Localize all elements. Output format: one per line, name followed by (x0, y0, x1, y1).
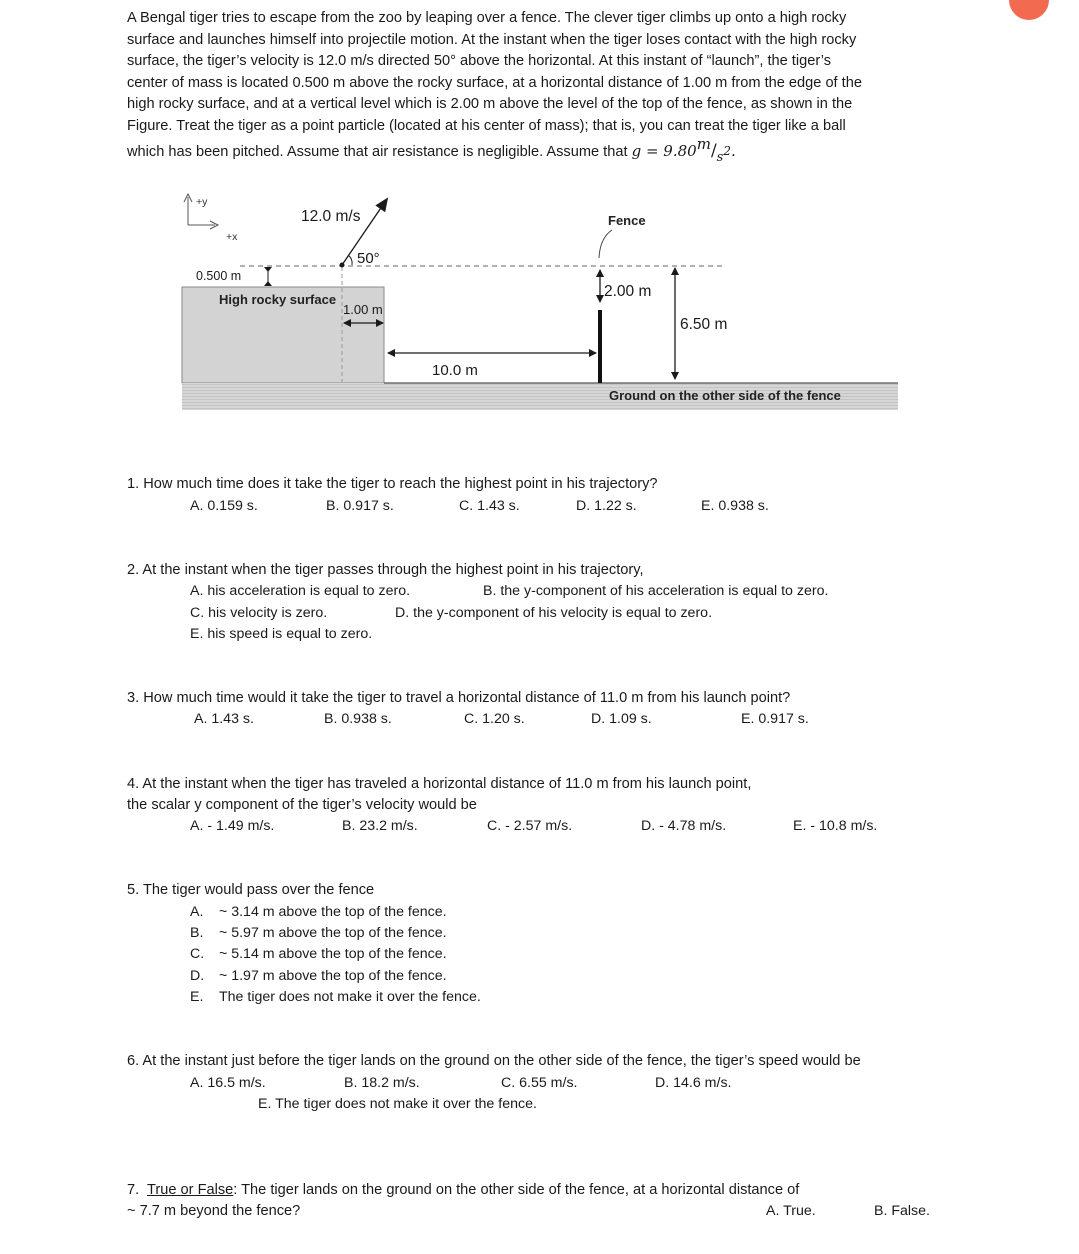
q7-number: 7. (127, 1182, 140, 1198)
fence-label: Fence (608, 213, 646, 228)
q6-option-b[interactable]: B. 18.2 m/s. (344, 1075, 420, 1091)
edge-distance-label: 1.00 m (343, 302, 383, 317)
question-3: 3. How much time would it take the tiger to travel a horizontal distance of 11.0 m from his launch point? (127, 690, 791, 706)
q3-option-d[interactable]: D. 1.09 s. (591, 711, 652, 727)
q4-option-d[interactable]: D. - 4.78 m/s. (641, 818, 727, 834)
q1-option-e[interactable]: E. 0.938 s. (701, 498, 769, 514)
question-5: 5. The tiger would pass over the fence (127, 882, 375, 898)
gravity-formula: g = 9.80m/s2. (631, 135, 736, 165)
fence-distance-label: 10.0 m (432, 362, 478, 379)
q3-option-a[interactable]: A. 1.43 s. (194, 711, 254, 727)
q4-option-b[interactable]: B. 23.2 m/s. (342, 818, 418, 834)
q5-option-e[interactable]: The tiger does not make it over the fence. (219, 989, 481, 1005)
q1-option-c[interactable]: C. 1.43 s. (459, 498, 520, 514)
angle-label: 50° (357, 250, 380, 267)
q2-option-e[interactable]: E. his speed is equal to zero. (190, 626, 373, 642)
q5-option-c[interactable]: ~ 5.14 m above the top of the fence. (219, 946, 447, 962)
q5-letter-c: C. (190, 946, 205, 962)
intro-line: A Bengal tiger tries to escape from the zoo by leaping over a fence. The clever tiger climbs up onto a high rocky (127, 10, 847, 26)
q3-option-e[interactable]: E. 0.917 s. (741, 711, 809, 727)
q2-option-c[interactable]: C. his velocity is zero. (190, 605, 328, 621)
q5-option-a[interactable]: ~ 3.14 m above the top of the fence. (219, 904, 447, 920)
projectile-diagram (0, 0, 1079, 430)
q7-option-b[interactable]: B. False. (874, 1203, 930, 1219)
q6-option-d[interactable]: D. 14.6 m/s. (655, 1075, 732, 1091)
q6-option-a[interactable]: A. 16.5 m/s. (190, 1075, 266, 1091)
gravity-unit-num: m (696, 135, 711, 153)
q5-letter-b: B. (190, 925, 204, 941)
question-7 (127, 1182, 799, 1198)
q7-text: : The tiger lands on the ground on the other side of the fence, at a horizontal distance of (233, 1182, 800, 1198)
q7-option-a[interactable]: A. True. (766, 1203, 816, 1219)
height-above-surface-label: 0.500 m (196, 269, 242, 283)
q4-option-e[interactable]: E. - 10.8 m/s. (793, 818, 878, 834)
gravity-unit-exp: 2 (723, 144, 731, 158)
question-7-line-2: ~ 7.7 m beyond the fence? (127, 1203, 301, 1219)
ground-label: Ground on the other side of the fence (609, 388, 841, 403)
intro-line: surface and launches himself into projectile motion. At the instant when the tiger loses contact with the high rocky (127, 31, 857, 48)
q6-option-c[interactable]: C. 6.55 m/s. (501, 1075, 578, 1091)
y-axis-label: +y (196, 196, 208, 208)
question-4-line-2: the scalar y component of the tiger’s velocity would be (127, 797, 477, 813)
q5-letter-a: A. (190, 904, 204, 920)
q1-option-b[interactable]: B. 0.917 s. (326, 498, 394, 514)
question-2: 2. At the instant when the tiger passes through the highest point in his trajectory, (127, 562, 644, 578)
question-4-line-1: 4. At the instant when the tiger has traveled a horizontal distance of 11.0 m from his launch point, (127, 776, 752, 792)
fence-total-label: 6.50 m (680, 316, 728, 333)
q1-option-a[interactable]: A. 0.159 s. (190, 498, 258, 514)
x-axis-label: +x (226, 231, 238, 243)
question-6: 6. At the instant just before the tiger lands on the ground on the other side of the fence, the tiger’s speed would be (127, 1053, 861, 1069)
intro-line: Figure. Treat the tiger as a point particle (located at his center of mass); that is, you can treat the tiger like a ball (127, 117, 846, 134)
gravity-end: . (730, 142, 736, 160)
velocity-label: 12.0 m/s (301, 208, 361, 225)
q5-option-b[interactable]: ~ 5.97 m above the top of the fence. (219, 925, 447, 941)
q2-option-a[interactable]: A. his acceleration is equal to zero. (190, 583, 411, 599)
fence-height-diff-label: 2.00 m (604, 283, 652, 300)
q4-option-a[interactable]: A. - 1.49 m/s. (190, 818, 275, 834)
q3-option-b[interactable]: B. 0.938 s. (324, 711, 392, 727)
q5-letter-d: D. (190, 968, 205, 984)
q4-option-c[interactable]: C. - 2.57 m/s. (487, 818, 573, 834)
q5-letter-e: E. (190, 989, 204, 1005)
q5-option-d[interactable]: ~ 1.97 m above the top of the fence. (219, 968, 447, 984)
q6-option-e[interactable]: E. The tiger does not make it over the fence. (258, 1096, 537, 1112)
gravity-unit-den: s (716, 150, 724, 165)
intro-line: center of mass is located 0.500 m above the rocky surface, at a horizontal distance of 1.00 m from the edge of the (127, 74, 862, 91)
q2-option-d[interactable]: D. the y-component of his velocity is equal to zero. (395, 605, 713, 621)
intro-line: high rocky surface, and at a vertical level which is 2.00 m above the level of the top of the fence, as shown in the (127, 96, 853, 112)
q3-option-c[interactable]: C. 1.20 s. (464, 711, 525, 727)
gravity-value: g = 9.80 (631, 142, 697, 160)
intro-last-line: which has been pitched. Assume that air resistance is negligible. Assume that (127, 144, 628, 160)
intro-line: surface, the tiger’s velocity is 12.0 m/s directed 50° above the horizontal. At this instant of “launch”, the tiger’s (127, 53, 832, 69)
q1-option-d[interactable]: D. 1.22 s. (576, 498, 637, 514)
fence-pointer (599, 230, 612, 258)
surface-label: High rocky surface (219, 292, 337, 307)
q2-option-b[interactable]: B. the y-component of his acceleration is equal to zero. (483, 583, 829, 599)
q7-true-false-label: True or False (147, 1182, 234, 1198)
coordinate-axes (184, 194, 238, 243)
question-1: 1. How much time does it take the tiger to reach the highest point in his trajectory? (127, 476, 658, 492)
angle-arc (348, 255, 352, 265)
